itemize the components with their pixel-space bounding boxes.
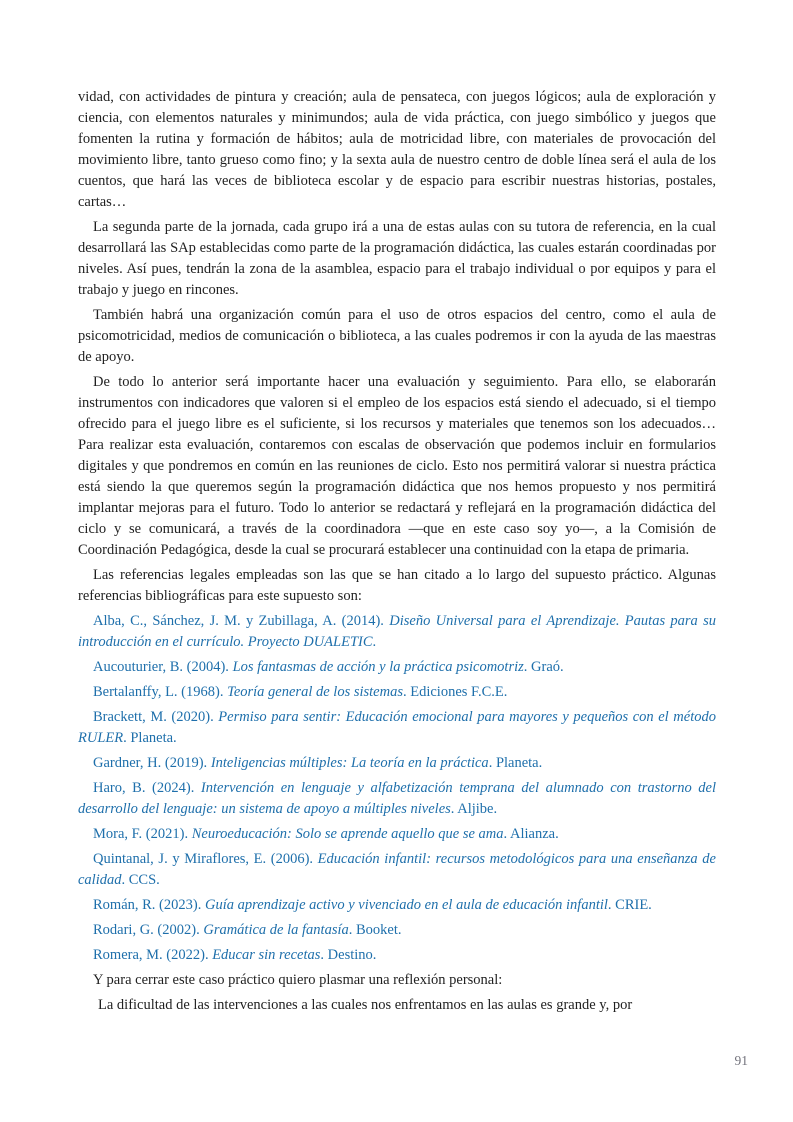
reference-authors: Romera, M. (2022). (93, 947, 213, 963)
reference-title: Gramática de la fantasía (203, 922, 349, 938)
reference-title: Inteligencias múltiples: La teoría en la práctica (210, 755, 489, 771)
reference-item (78, 920, 716, 941)
body-paragraph-continuation: vidad, con actividades de pintura y creación; aula de pensateca, con juegos lógicos; aula de exploración y ciencia, con elementos naturales y minimundos; aula de vida práctica, con juego simbólico y juegos que fomenten la rutina y formación de hábitos; aula de motricidad libre, con materiales de provocación del movimiento libre, tanto grueso como fino; y la sexta aula de nuestro centro de doble línea será el aula de los cuentos, que hará las veces de biblioteca escolar y de espacio para escribir nuestras historias, postales, cartas… (78, 89, 716, 210)
closing-paragraph: Y para cerrar este caso práctico quiero plasmar una reflexión personal: (93, 972, 503, 988)
reference-title: Educación infantil: recursos metodológicos para una enseñanza de calidad (78, 851, 716, 888)
reference-item (78, 707, 716, 749)
page-number: 91 (734, 1053, 748, 1068)
reference-item (78, 753, 716, 774)
reference-item (78, 611, 716, 653)
reference-authors: Román, R. (2023). (93, 897, 205, 913)
reference-authors: Brackett, M. (2020). (93, 709, 219, 725)
reference-authors: Rodari, G. (2002). (93, 922, 204, 938)
reference-item (78, 682, 716, 703)
reference-title: Intervención en lenguaje y alfabetización temprana del alumnado con trastorno del desarrollo del lenguaje: un sistema de apoyo a múltiples niveles (78, 780, 716, 817)
reference-item (78, 824, 716, 845)
reference-title: Guía aprendizaje activo y vivenciado en el aula de educación infantil (204, 897, 608, 913)
reference-publisher: . Ediciones F.C.E. (402, 684, 508, 700)
reference-publisher: . (372, 634, 377, 650)
body-paragraph: Las referencias legales empleadas son las que se han citado a lo largo del supuesto práctico. Algunas referencias bibliográficas para este supuesto son: (78, 567, 716, 604)
reference-item (78, 849, 716, 891)
reference-publisher: . CRIE. (607, 897, 652, 913)
reference-title: Educar sin recetas (212, 947, 321, 963)
closing-paragraph: La dificultad de las intervenciones a las cuales nos enfrentamos en las aulas es grande y, por (98, 997, 633, 1013)
reference-authors: Alba, C., Sánchez, J. M. y Zubillaga, A. (2014). (93, 613, 390, 629)
reference-authors: Mora, F. (2021). (93, 826, 192, 842)
reference-item (78, 657, 716, 678)
text-block (78, 87, 716, 1016)
reference-item (78, 945, 716, 966)
reference-title: Teoría general de los sistemas (227, 684, 403, 700)
body-paragraph: De todo lo anterior será importante hacer una evaluación y seguimiento. Para ello, se elaborarán instrumentos con indicadores que valoren si el empleo de los espacios está siendo el adecuado, si el tiempo ofrecido para el juego libre es el suficiente, si los recursos y materiales que tenemos son los adecuados… Para realizar esta evaluación, contaremos con escalas de observación que podemos incluir en formularios digitales y que pondremos en común en las reuniones de ciclo. Esto nos permitirá valorar si nuestra práctica está siendo la que queremos según la programación didáctica que nos hemos propuesto y nos permitirá implantar mejoras para el futuro. Todo lo anterior se redactará y reflejará en la programación didáctica del ciclo y se comunicará, a través de la coordinadora —que en este caso soy yo—, a la Comisión de Coordinación Pedagógica, desde la cual se procurará establecer una continuidad con la etapa de primaria. (78, 374, 716, 558)
reference-title: Neuroeducación: Solo se aprende aquello que se ama (191, 826, 504, 842)
reference-item (78, 895, 716, 916)
reference-publisher: . Booket. (348, 922, 402, 938)
reference-publisher: . Planeta. (123, 730, 177, 746)
reference-title: Los fantasmas de acción y la práctica psicomotriz (232, 659, 524, 675)
reference-authors: Bertalanffy, L. (1968). (93, 684, 228, 700)
reference-authors: Aucouturier, B. (2004). (93, 659, 233, 675)
reference-publisher: . Aljibe. (450, 801, 498, 817)
reference-publisher: . CCS. (121, 872, 160, 888)
reference-item (78, 778, 716, 820)
reference-title: Diseño Universal para el Aprendizaje. Pautas para su introducción en el currículo. Proyecto DUALETIC (78, 613, 716, 650)
reference-authors: Haro, B. (2024). (93, 780, 201, 796)
reference-publisher: . Alianza. (503, 826, 559, 842)
body-paragraph: También habrá una organización común para el uso de otros espacios del centro, como el aula de psicomotricidad, medios de comunicación o biblioteca, a las cuales podremos ir con la ayuda de las maestras de apoyo. (78, 307, 716, 365)
reference-publisher: . Graó. (523, 659, 564, 675)
reference-authors: Gardner, H. (2019). (93, 755, 211, 771)
reference-publisher: . Destino. (320, 947, 377, 963)
body-paragraph: La segunda parte de la jornada, cada grupo irá a una de estas aulas con su tutora de referencia, en la cual desarrollará las SAp establecidas como parte de la programación didáctica, las cuales estarán coordinadas por niveles. Así pues, tendrán la zona de la asamblea, espacio para el trabajo individual o por equipos y para el trabajo y juego en rincones. (78, 219, 716, 298)
reference-title: Permiso para sentir: Educación emocional para mayores y pequeños con el método RULER (78, 709, 716, 746)
reference-publisher: . Planeta. (488, 755, 543, 771)
reference-authors: Quintanal, J. y Miraflores, E. (2006). (93, 851, 318, 867)
